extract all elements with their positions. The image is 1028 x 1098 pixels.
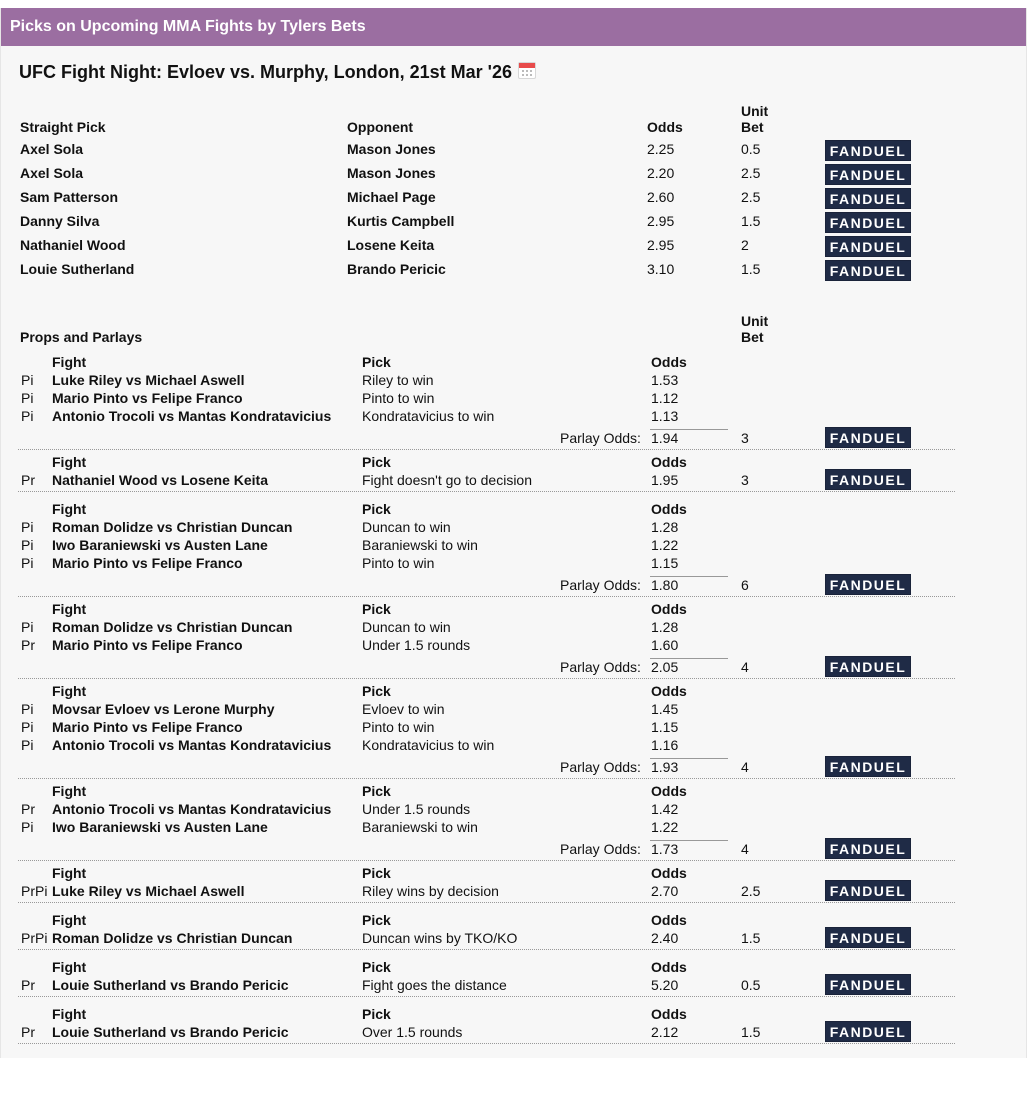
parlay-odds-label: Parlay Odds:	[560, 759, 641, 775]
fighter-pick: Nathaniel Wood	[20, 237, 126, 253]
leg-odds: 1.22	[651, 819, 679, 835]
unit-value: 3	[741, 472, 749, 488]
fanduel-button[interactable]: FANDUEL	[825, 188, 911, 209]
fight-col-header: Fight	[52, 959, 87, 975]
fight-col-header: Fight	[52, 1006, 87, 1022]
fanduel-button[interactable]: FANDUEL	[825, 974, 911, 995]
fanduel-button[interactable]: FANDUEL	[825, 236, 911, 257]
pick-text: Over 1.5 rounds	[362, 1024, 463, 1040]
odds-value: 3.10	[647, 261, 675, 277]
leg-odds: 1.53	[651, 372, 679, 388]
parlay-leg-row	[0, 737, 1025, 755]
parlay-leg-row	[0, 701, 1025, 719]
opponent: Kurtis Campbell	[347, 213, 455, 229]
pick-text: Pinto to win	[362, 390, 435, 406]
pick-col-header: Pick	[362, 501, 391, 517]
straight-pick-row	[0, 234, 1025, 258]
opponent: Mason Jones	[347, 141, 436, 157]
unit-value: 2.5	[741, 189, 761, 205]
pick-col-header: Pick	[362, 601, 391, 617]
fighter-pick: Axel Sola	[20, 141, 84, 157]
pick-col-header: Pick	[362, 783, 391, 799]
parlay-header-row	[0, 601, 1025, 619]
parlay-leg-row	[0, 637, 1025, 655]
unit-value: 0.5	[741, 141, 761, 157]
fight-col-header: Fight	[52, 912, 87, 928]
pick-text: Pinto to win	[362, 719, 435, 735]
bet-type: Pi	[21, 408, 34, 424]
fanduel-button[interactable]: FANDUEL	[825, 656, 911, 677]
block-separator	[18, 596, 955, 597]
parlay-block	[0, 780, 1025, 875]
leg-odds: 1.95	[651, 472, 679, 488]
fanduel-button[interactable]: FANDUEL	[825, 469, 911, 490]
fighter-pick: Sam Patterson	[20, 189, 119, 205]
unit-value: 2.5	[741, 883, 761, 899]
fight-col-header: Fight	[52, 601, 87, 617]
leg-odds: 1.22	[651, 537, 679, 553]
bet-type: Pi	[21, 619, 34, 635]
unit-value: 0.5	[741, 977, 761, 993]
pick-text: Kondratavicius to win	[362, 737, 495, 753]
odds-value: 2.60	[647, 189, 675, 205]
bet-type: Pr	[21, 977, 35, 993]
parlay-leg-row	[0, 801, 1025, 819]
parlay-block	[0, 1003, 1025, 1098]
leg-odds: 1.45	[651, 701, 679, 717]
pick-col-header: Pick	[362, 683, 391, 699]
pick-text: Riley to win	[362, 372, 434, 388]
odds-col-header: Odds	[651, 783, 687, 799]
pick-text: Pinto to win	[362, 555, 435, 571]
leg-odds: 5.20	[651, 977, 679, 993]
block-separator	[18, 996, 955, 997]
odds-col-header: Odds	[651, 683, 687, 699]
event-title	[19, 62, 536, 83]
panel-header: Picks on Upcoming MMA Fights by Tylers Bets	[1, 8, 1026, 46]
odds-value: 2.95	[647, 237, 675, 253]
parlay-header-row	[0, 783, 1025, 801]
pick-col-header: Pick	[362, 865, 391, 881]
props-bet-header: Bet	[741, 329, 764, 345]
parlay-odds-label: Parlay Odds:	[560, 841, 641, 857]
fight-name: Antonio Trocoli vs Mantas Kondratavicius	[52, 408, 332, 424]
leg-odds: 1.13	[651, 408, 679, 424]
unit-value: 2.5	[741, 165, 761, 181]
odds-col-header: Odds	[651, 959, 687, 975]
block-separator	[18, 778, 955, 779]
unit-value: 1.5	[741, 930, 761, 946]
parlay-leg-row	[0, 537, 1025, 555]
bet-type: Pi	[21, 819, 34, 835]
block-separator	[18, 449, 955, 450]
opponent: Michael Page	[347, 189, 436, 205]
fight-name: Mario Pinto vs Felipe Franco	[52, 390, 243, 406]
block-separator	[18, 902, 955, 903]
fanduel-button[interactable]: FANDUEL	[825, 140, 911, 161]
parlay-header-row	[0, 501, 1025, 519]
fight-col-header: Fight	[52, 865, 87, 881]
bet-type: Pi	[21, 737, 34, 753]
pick-col-header: Pick	[362, 912, 391, 928]
odds-col-header: Odds	[651, 501, 687, 517]
event-title-text: UFC Fight Night: Evloev vs. Murphy, London, 21st Mar '26	[19, 62, 512, 82]
odds-col-header: Odds	[651, 912, 687, 928]
block-separator	[18, 860, 955, 861]
fight-col-header: Fight	[52, 683, 87, 699]
leg-odds: 1.60	[651, 637, 679, 653]
block-separator	[18, 949, 955, 950]
leg-odds: 2.40	[651, 930, 679, 946]
fanduel-button[interactable]: FANDUEL	[825, 1021, 911, 1042]
odds-header: Odds	[647, 119, 683, 135]
fanduel-button[interactable]: FANDUEL	[825, 164, 911, 185]
opponent: Mason Jones	[347, 165, 436, 181]
fanduel-button[interactable]: FANDUEL	[825, 260, 911, 281]
straight-pick-row	[0, 138, 1025, 162]
pick-text: Riley wins by decision	[362, 883, 499, 899]
leg-odds: 1.15	[651, 555, 679, 571]
opponent: Brando Pericic	[347, 261, 446, 277]
leg-odds: 1.28	[651, 619, 679, 635]
parlay-leg-row	[0, 719, 1025, 737]
pick-col-header: Pick	[362, 1006, 391, 1022]
opponent-header: Opponent	[347, 119, 414, 135]
pick-col-header: Pick	[362, 354, 391, 370]
unit-value: 4	[741, 841, 749, 857]
parlay-leg-row	[0, 390, 1025, 408]
parlay-block	[0, 598, 1025, 693]
bet-type: PrPi	[21, 930, 48, 946]
fight-name: Mario Pinto vs Felipe Franco	[52, 719, 243, 735]
bet-type: Pi	[21, 537, 34, 553]
fight-name: Antonio Trocoli vs Mantas Kondratavicius	[52, 737, 332, 753]
fanduel-button[interactable]: FANDUEL	[825, 838, 911, 859]
parlay-odds-value: 1.73	[651, 841, 679, 857]
pick-text: Duncan to win	[362, 619, 451, 635]
unit-value: 2	[741, 237, 749, 253]
leg-odds: 1.16	[651, 737, 679, 753]
straight-pick-row	[0, 210, 1025, 234]
leg-odds: 2.70	[651, 883, 679, 899]
pick-col-header: Pick	[362, 959, 391, 975]
fighter-pick: Axel Sola	[20, 165, 84, 181]
bet-type: Pi	[21, 372, 34, 388]
fanduel-button[interactable]: FANDUEL	[825, 880, 911, 901]
bet-type: Pr	[21, 801, 35, 817]
fight-name: Louie Sutherland vs Brando Pericic	[52, 977, 289, 993]
fight-name: Luke Riley vs Michael Aswell	[52, 372, 245, 388]
parlay-odds-value: 1.80	[651, 577, 679, 593]
pick-text: Under 1.5 rounds	[362, 637, 471, 653]
bet-type: Pi	[21, 701, 34, 717]
bet-header: Bet	[741, 119, 764, 135]
pick-text: Kondratavicius to win	[362, 408, 495, 424]
pick-text: Evloev to win	[362, 701, 445, 717]
straight-pick-header: Straight Pick	[20, 119, 106, 135]
pick-text: Fight doesn't go to decision	[362, 472, 533, 488]
pick-text: Fight goes the distance	[362, 977, 507, 993]
bet-type: Pi	[21, 390, 34, 406]
leg-odds: 1.12	[651, 390, 679, 406]
fighter-pick: Danny Silva	[20, 213, 100, 229]
fighter-pick: Louie Sutherland	[20, 261, 135, 277]
parlay-leg-row	[0, 519, 1025, 537]
fight-name: Mario Pinto vs Felipe Franco	[52, 555, 243, 571]
parlay-odds-value: 2.05	[651, 659, 679, 675]
parlay-block	[0, 351, 1025, 446]
odds-value: 2.20	[647, 165, 675, 181]
bet-type: Pr	[21, 637, 35, 653]
fight-name: Roman Dolidze vs Christian Duncan	[52, 619, 293, 635]
props-title: Props and Parlays	[20, 329, 143, 345]
fight-name: Luke Riley vs Michael Aswell	[52, 883, 245, 899]
unit-value: 1.5	[741, 261, 761, 277]
fight-name: Mario Pinto vs Felipe Franco	[52, 637, 243, 653]
fight-name: Antonio Trocoli vs Mantas Kondratavicius	[52, 801, 332, 817]
parlay-odds-value: 1.94	[651, 430, 679, 446]
pick-text: Baraniewski to win	[362, 537, 478, 553]
fight-col-header: Fight	[52, 501, 87, 517]
unit-value: 1.5	[741, 213, 761, 229]
parlay-header-row	[0, 354, 1025, 372]
parlay-odds-value: 1.93	[651, 759, 679, 775]
fanduel-button[interactable]: FANDUEL	[825, 574, 911, 595]
unit-value: 3	[741, 430, 749, 446]
odds-value: 2.95	[647, 213, 675, 229]
block-separator	[18, 1043, 955, 1044]
unit-value: 6	[741, 577, 749, 593]
pick-text: Duncan to win	[362, 519, 451, 535]
bet-type: Pi	[21, 519, 34, 535]
fanduel-button[interactable]: FANDUEL	[825, 212, 911, 233]
parlay-leg-row	[0, 555, 1025, 573]
fight-col-header: Fight	[52, 354, 87, 370]
parlay-leg-row	[0, 408, 1025, 426]
unit-value: 4	[741, 759, 749, 775]
bet-type: Pi	[21, 719, 34, 735]
fight-name: Roman Dolidze vs Christian Duncan	[52, 519, 293, 535]
parlay-block	[0, 680, 1025, 775]
bet-type: Pr	[21, 472, 35, 488]
bet-type: PrPi	[21, 883, 48, 899]
block-separator	[18, 491, 955, 492]
bet-type: Pi	[21, 555, 34, 571]
odds-col-header: Odds	[651, 354, 687, 370]
parlay-leg-row	[0, 372, 1025, 390]
fight-col-header: Fight	[52, 783, 87, 799]
straight-pick-row	[0, 186, 1025, 210]
odds-col-header: Odds	[651, 601, 687, 617]
fight-name: Iwo Baraniewski vs Austen Lane	[52, 819, 268, 835]
leg-odds: 1.28	[651, 519, 679, 535]
fight-name: Roman Dolidze vs Christian Duncan	[52, 930, 293, 946]
straight-pick-row	[0, 258, 1025, 282]
leg-odds: 1.15	[651, 719, 679, 735]
odds-col-header: Odds	[651, 865, 687, 881]
odds-col-header: Odds	[651, 1006, 687, 1022]
parlay-leg-row	[0, 819, 1025, 837]
opponent: Losene Keita	[347, 237, 435, 253]
props-unit-header: Unit	[741, 313, 769, 329]
parlay-odds-label: Parlay Odds:	[560, 577, 641, 593]
calendar-icon	[518, 62, 536, 79]
pick-col-header: Pick	[362, 454, 391, 470]
fight-name: Nathaniel Wood vs Losene Keita	[52, 472, 269, 488]
fanduel-button[interactable]: FANDUEL	[825, 427, 911, 448]
leg-odds: 1.42	[651, 801, 679, 817]
unit-value: 1.5	[741, 1024, 761, 1040]
fight-name: Movsar Evloev vs Lerone Murphy	[52, 701, 275, 717]
odds-col-header: Odds	[651, 454, 687, 470]
parlay-leg-row	[0, 619, 1025, 637]
odds-value: 2.25	[647, 141, 675, 157]
bet-type: Pr	[21, 1024, 35, 1040]
fight-col-header: Fight	[52, 454, 87, 470]
fanduel-button[interactable]: FANDUEL	[825, 927, 911, 948]
parlay-odds-label: Parlay Odds:	[560, 659, 641, 675]
parlay-odds-label: Parlay Odds:	[560, 430, 641, 446]
leg-odds: 2.12	[651, 1024, 679, 1040]
block-separator	[18, 678, 955, 679]
parlay-header-row	[0, 683, 1025, 701]
fight-name: Louie Sutherland vs Brando Pericic	[52, 1024, 289, 1040]
parlay-block	[0, 498, 1025, 593]
unit-header: Unit	[741, 103, 769, 119]
fight-name: Iwo Baraniewski vs Austen Lane	[52, 537, 268, 553]
unit-value: 4	[741, 659, 749, 675]
pick-text: Baraniewski to win	[362, 819, 478, 835]
pick-text: Under 1.5 rounds	[362, 801, 471, 817]
straight-pick-row	[0, 162, 1025, 186]
fanduel-button[interactable]: FANDUEL	[825, 756, 911, 777]
pick-text: Duncan wins by TKO/KO	[362, 930, 518, 946]
